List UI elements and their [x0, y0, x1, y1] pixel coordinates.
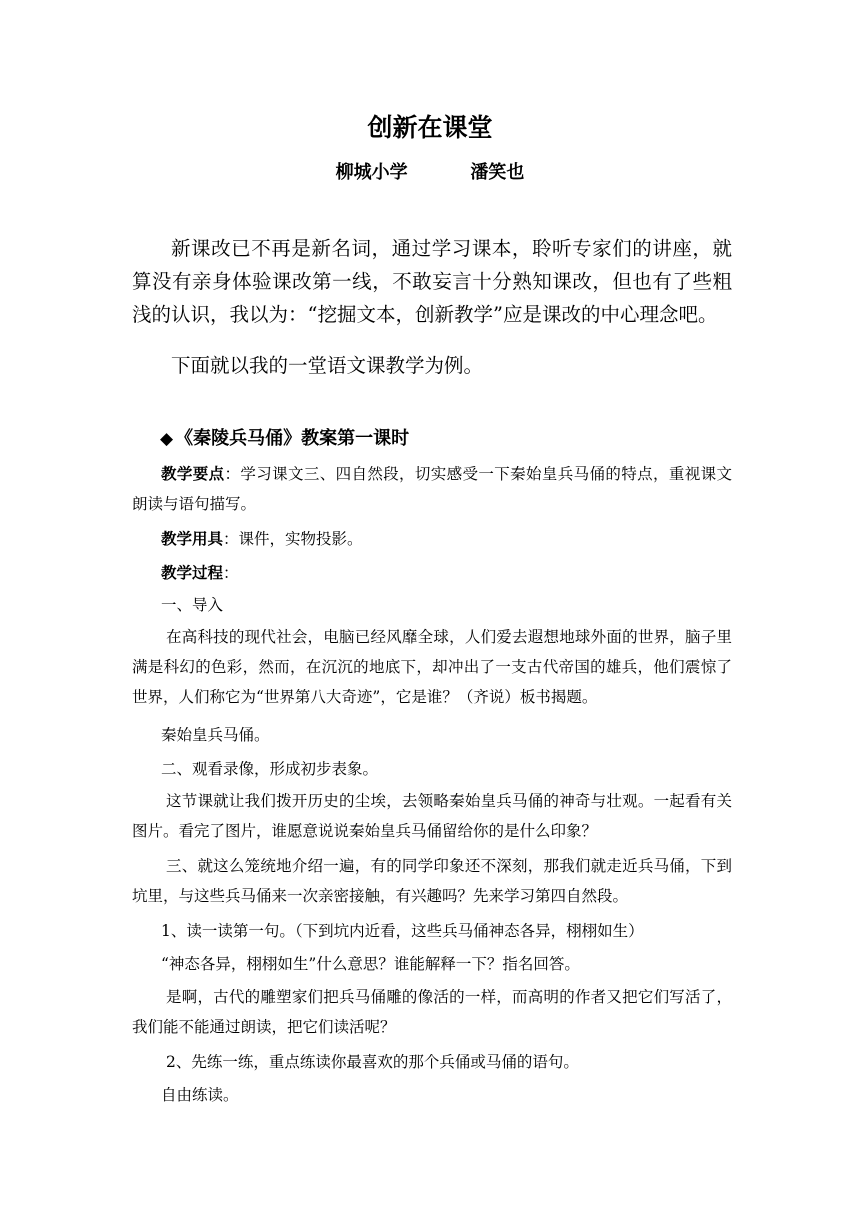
section-heading-text: 《秦陵兵马俑》教案第一课时	[175, 428, 410, 449]
intro-paragraph-2: 下面就以我的一堂语文课教学为例。	[171, 354, 484, 377]
body-line-practice: 2、先练一练，重点练读你最喜欢的那个兵俑或马俑的语句。	[166, 1053, 579, 1071]
body-line-read-1: 1、读一读第一句。（下到坑内近看，这些兵马俑神态各异，栩栩如生）	[161, 922, 644, 940]
byline	[0, 158, 860, 188]
body-paragraph-intro: 在高科技的现代社会，电脑已经风靡全球，人们爱去遐想地球外面的世界，脑子里满是科幻的色彩，然而，在沉沉的地底下，却冲出了一支古代帝国的雄兵，他们震惊了世界，人们称它为“世界第八大奇迹”，它是谁？（齐说）板书揭题。	[132, 628, 732, 706]
body-line-intro-heading: 一、导入	[161, 596, 224, 614]
school-name: 柳城小学	[335, 162, 408, 183]
teaching-tools-text: ：课件，实物投影。	[223, 530, 363, 548]
teaching-process-label: 教学过程	[161, 564, 224, 582]
author-name: 潘笑也	[470, 162, 525, 183]
body-paragraph-step-3: 三、就这么笼统地介绍一遍，有的同学印象还不深刻，那我们就走近兵马俑，下到坑里，与这些兵马俑来一次亲密接触，有兴趣吗？先来学习第四自然段。	[132, 857, 732, 905]
intro-paragraph-1: 新课改已不再是新名词，通过学习课本，聆听专家们的讲座，就算没有亲身体验课改第一线，不敢妄言十分熟知课改，但也有了些粗浅的认识，我以为：“挖掘文本，创新教学”应是课改的中心理念吧。	[132, 237, 732, 326]
body-line-question: “神态各异，栩栩如生”什么意思？谁能解释一下？指名回答。	[161, 955, 580, 973]
body-line-step-2: 二、观看录像，形成初步表象。	[161, 760, 379, 778]
document-title: 创新在课堂	[367, 113, 493, 142]
teaching-points	[132, 459, 732, 519]
body-paragraph-step-2: 这节课就让我们拨开历史的尘埃，去领略秦始皇兵马俑的神奇与壮观。一起看有关图片。看完了图片，谁愿意说说秦始皇兵马俑留给你的是什么印象？	[132, 792, 732, 840]
teaching-points-text: ：学习课文三、四自然段，切实感受一下秦始皇兵马俑的特点，重视课文朗读与语句描写。	[132, 465, 732, 513]
body-line-free-reading: 自由练读。	[161, 1086, 239, 1104]
section-heading	[160, 424, 409, 454]
teaching-tools	[132, 524, 732, 554]
teaching-process	[132, 558, 732, 588]
body-paragraph-read-aloud: 是啊，古代的雕塑家们把兵马俑雕的像活的一样，而高明的作者又把它们写活了，我们能不能通过朗读，把它们读活呢？	[132, 988, 732, 1036]
body-line-answer: 秦始皇兵马俑。	[161, 726, 270, 744]
teaching-process-colon: ：	[223, 564, 239, 582]
diamond-bullet-icon: ◆	[160, 429, 174, 449]
teaching-points-label: 教学要点	[161, 465, 225, 483]
teaching-tools-label: 教学用具	[161, 530, 224, 548]
